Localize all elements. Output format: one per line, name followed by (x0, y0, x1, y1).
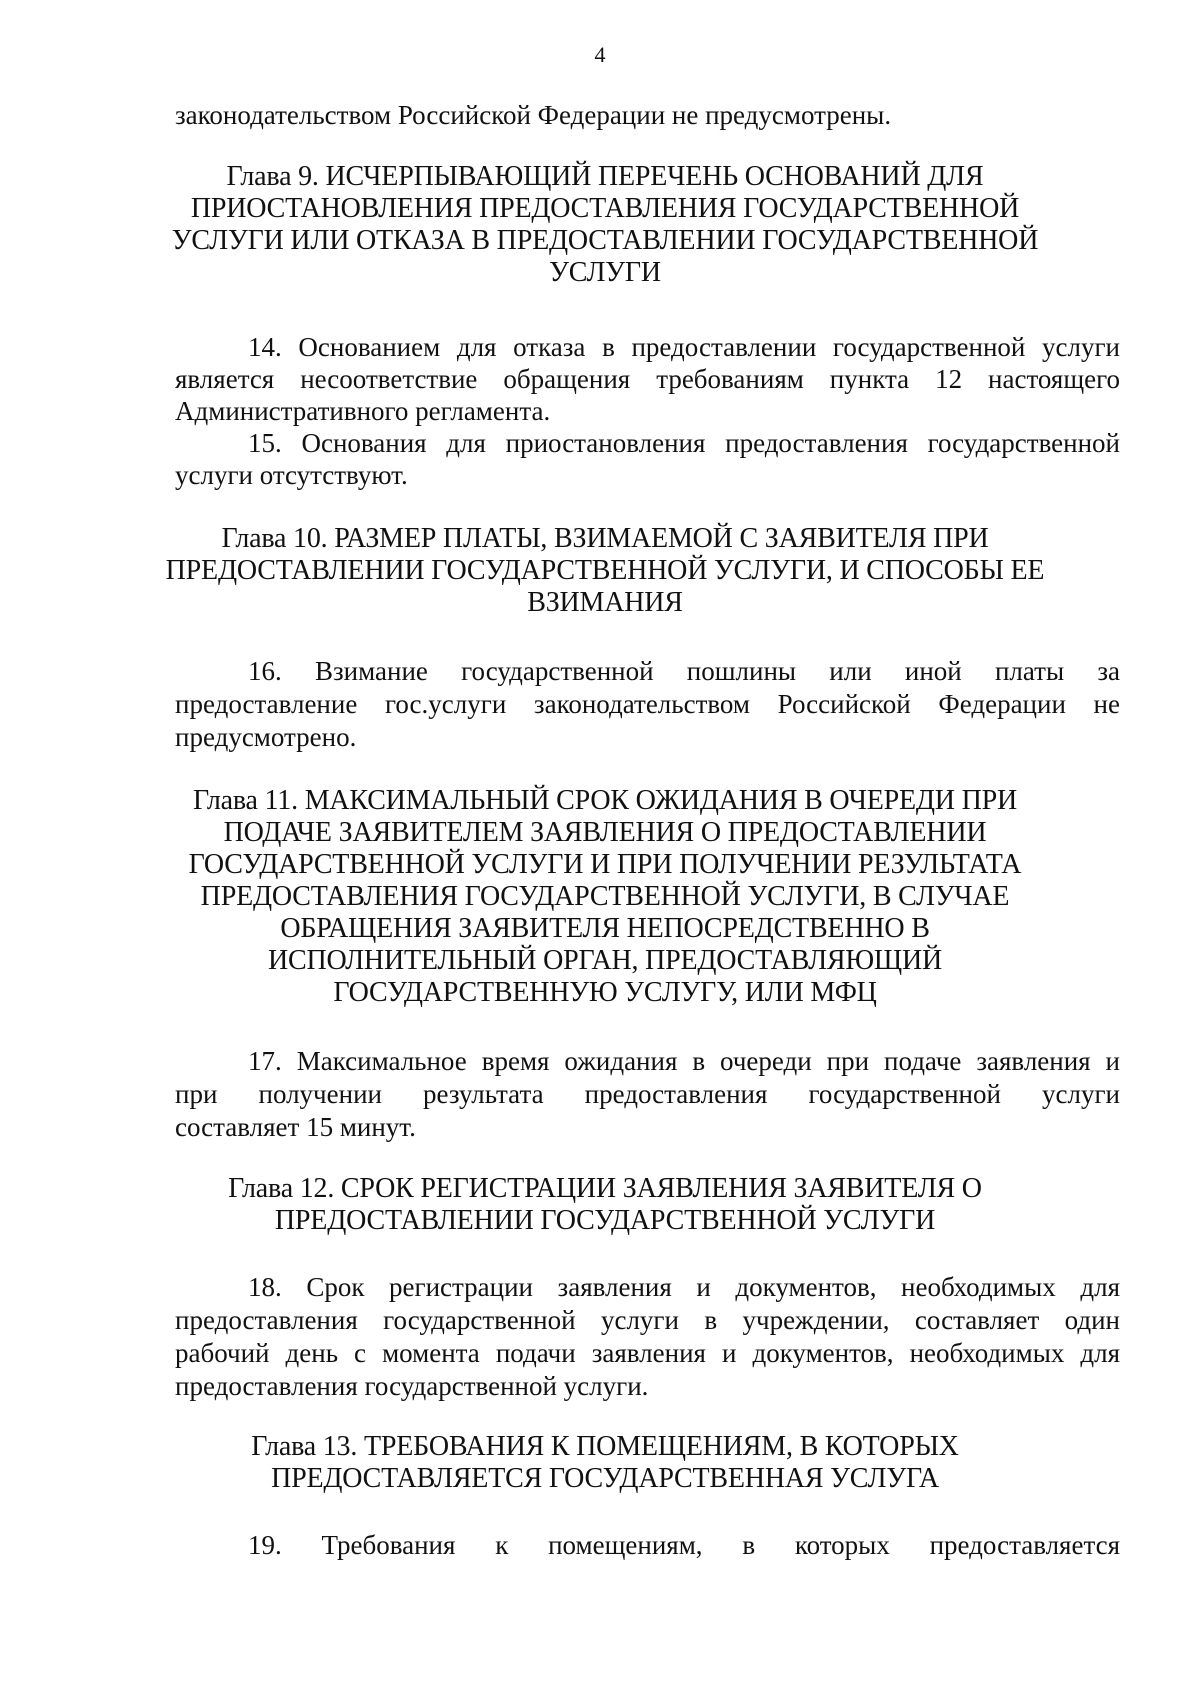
chapter-13-heading-line: ПРЕДОСТАВЛЯЕТСЯ ГОСУДАРСТВЕННАЯ УСЛУГА (271, 1463, 939, 1494)
paragraph-16-line: 16. Взимание государственной пошлины или иной платы за (248, 656, 1120, 686)
paragraph-17-line: при получении результата предоставления государственной услуги (175, 1079, 1120, 1109)
paragraph-15-line: 15. Основания для приостановления предоставления государственной (248, 428, 1120, 458)
paragraph-18-line: рабочий день с момента подачи заявления и документов, необходимых для (175, 1338, 1120, 1368)
chapter-10-heading-line: ПРЕДОСТАВЛЕНИИ ГОСУДАРСТВЕННОЙ УСЛУГИ, И СПОСОБЫ ЕЕ (165, 555, 1045, 586)
paragraph-14-line: Административного регламента. (175, 396, 551, 426)
chapter-11-heading-line: ПОДАЧЕ ЗАЯВИТЕЛЕМ ЗАЯВЛЕНИЯ О ПРЕДОСТАВЛЕНИИ (223, 817, 987, 848)
chapter-11-heading-line: ИСПОЛНИТЕЛЬНЫЙ ОРГАН, ПРЕДОСТАВЛЯЮЩИЙ (267, 945, 943, 976)
intro-line: законодательством Российской Федерации не предусмотрены. (175, 100, 892, 130)
chapter-10-heading-line: Глава 10. РАЗМЕР ПЛАТЫ, ВЗИМАЕМОЙ С ЗАЯВИТЕЛЯ ПРИ (221, 523, 989, 554)
paragraph-14-line: является несоответствие обращения требованиям пункта 12 настоящего (175, 364, 1120, 394)
chapter-9-heading-line: УСЛУГИ (549, 257, 661, 288)
chapter-11-heading-line: ОБРАЩЕНИЯ ЗАЯВИТЕЛЯ НЕПОСРЕДСТВЕННО В (280, 913, 930, 944)
paragraph-17-line: 17. Максимальное время ожидания в очереди при подаче заявления и (248, 1046, 1120, 1076)
paragraph-15-line: услуги отсутствуют. (175, 460, 408, 490)
chapter-12-heading-line: Глава 12. СРОК РЕГИСТРАЦИИ ЗАЯВЛЕНИЯ ЗАЯВИТЕЛЯ О (228, 1173, 982, 1204)
paragraph-18-line: предоставления государственной услуги в учреждении, составляет один (175, 1305, 1120, 1335)
chapter-9-heading-line: УСЛУГИ ИЛИ ОТКАЗА В ПРЕДОСТАВЛЕНИИ ГОСУДАРСТВЕННОЙ (171, 225, 1039, 256)
paragraph-18-line: 18. Срок регистрации заявления и документов, необходимых для (248, 1272, 1120, 1302)
chapter-10-heading-line: ВЗИМАНИЯ (527, 587, 683, 618)
chapter-11-heading-line: ПРЕДОСТАВЛЕНИЯ ГОСУДАРСТВЕННОЙ УСЛУГИ, В СЛУЧАЕ (200, 881, 1010, 912)
paragraph-16-line: предоставление гос.услуги законодательством Российской Федерации не (175, 689, 1120, 719)
chapter-9-heading-line: ПРИОСТАНОВЛЕНИЯ ПРЕДОСТАВЛЕНИЯ ГОСУДАРСТВЕННОЙ (190, 193, 1020, 224)
chapter-13-heading-line: Глава 13. ТРЕБОВАНИЯ К ПОМЕЩЕНИЯМ, В КОТОРЫХ (251, 1431, 959, 1462)
chapter-9-heading-line: Глава 9. ИСЧЕРПЫВАЮЩИЙ ПЕРЕЧЕНЬ ОСНОВАНИЙ ДЛЯ (226, 161, 984, 192)
paragraph-19-line: 19. Требования к помещениям, в которых предоставляется (248, 1530, 1120, 1560)
page-number: 4 (594, 42, 606, 67)
paragraph-14-line: 14. Основанием для отказа в предоставлении государственной услуги (248, 332, 1120, 362)
paragraph-18-line: предоставления государственной услуги. (175, 1371, 649, 1401)
paragraph-16-line: предусмотрено. (175, 722, 357, 752)
chapter-12-heading-line: ПРЕДОСТАВЛЕНИИ ГОСУДАРСТВЕННОЙ УСЛУГИ (274, 1205, 936, 1236)
paragraph-17-line: составляет 15 минут. (175, 1112, 416, 1142)
chapter-11-heading-line: Глава 11. МАКСИМАЛЬНЫЙ СРОК ОЖИДАНИЯ В ОЧЕРЕДИ ПРИ (192, 785, 1018, 816)
chapter-11-heading-line: ГОСУДАРСТВЕННУЮ УСЛУГУ, ИЛИ МФЦ (333, 977, 877, 1008)
chapter-11-heading-line: ГОСУДАРСТВЕННОЙ УСЛУГИ И ПРИ ПОЛУЧЕНИИ РЕЗУЛЬТАТА (188, 849, 1022, 880)
